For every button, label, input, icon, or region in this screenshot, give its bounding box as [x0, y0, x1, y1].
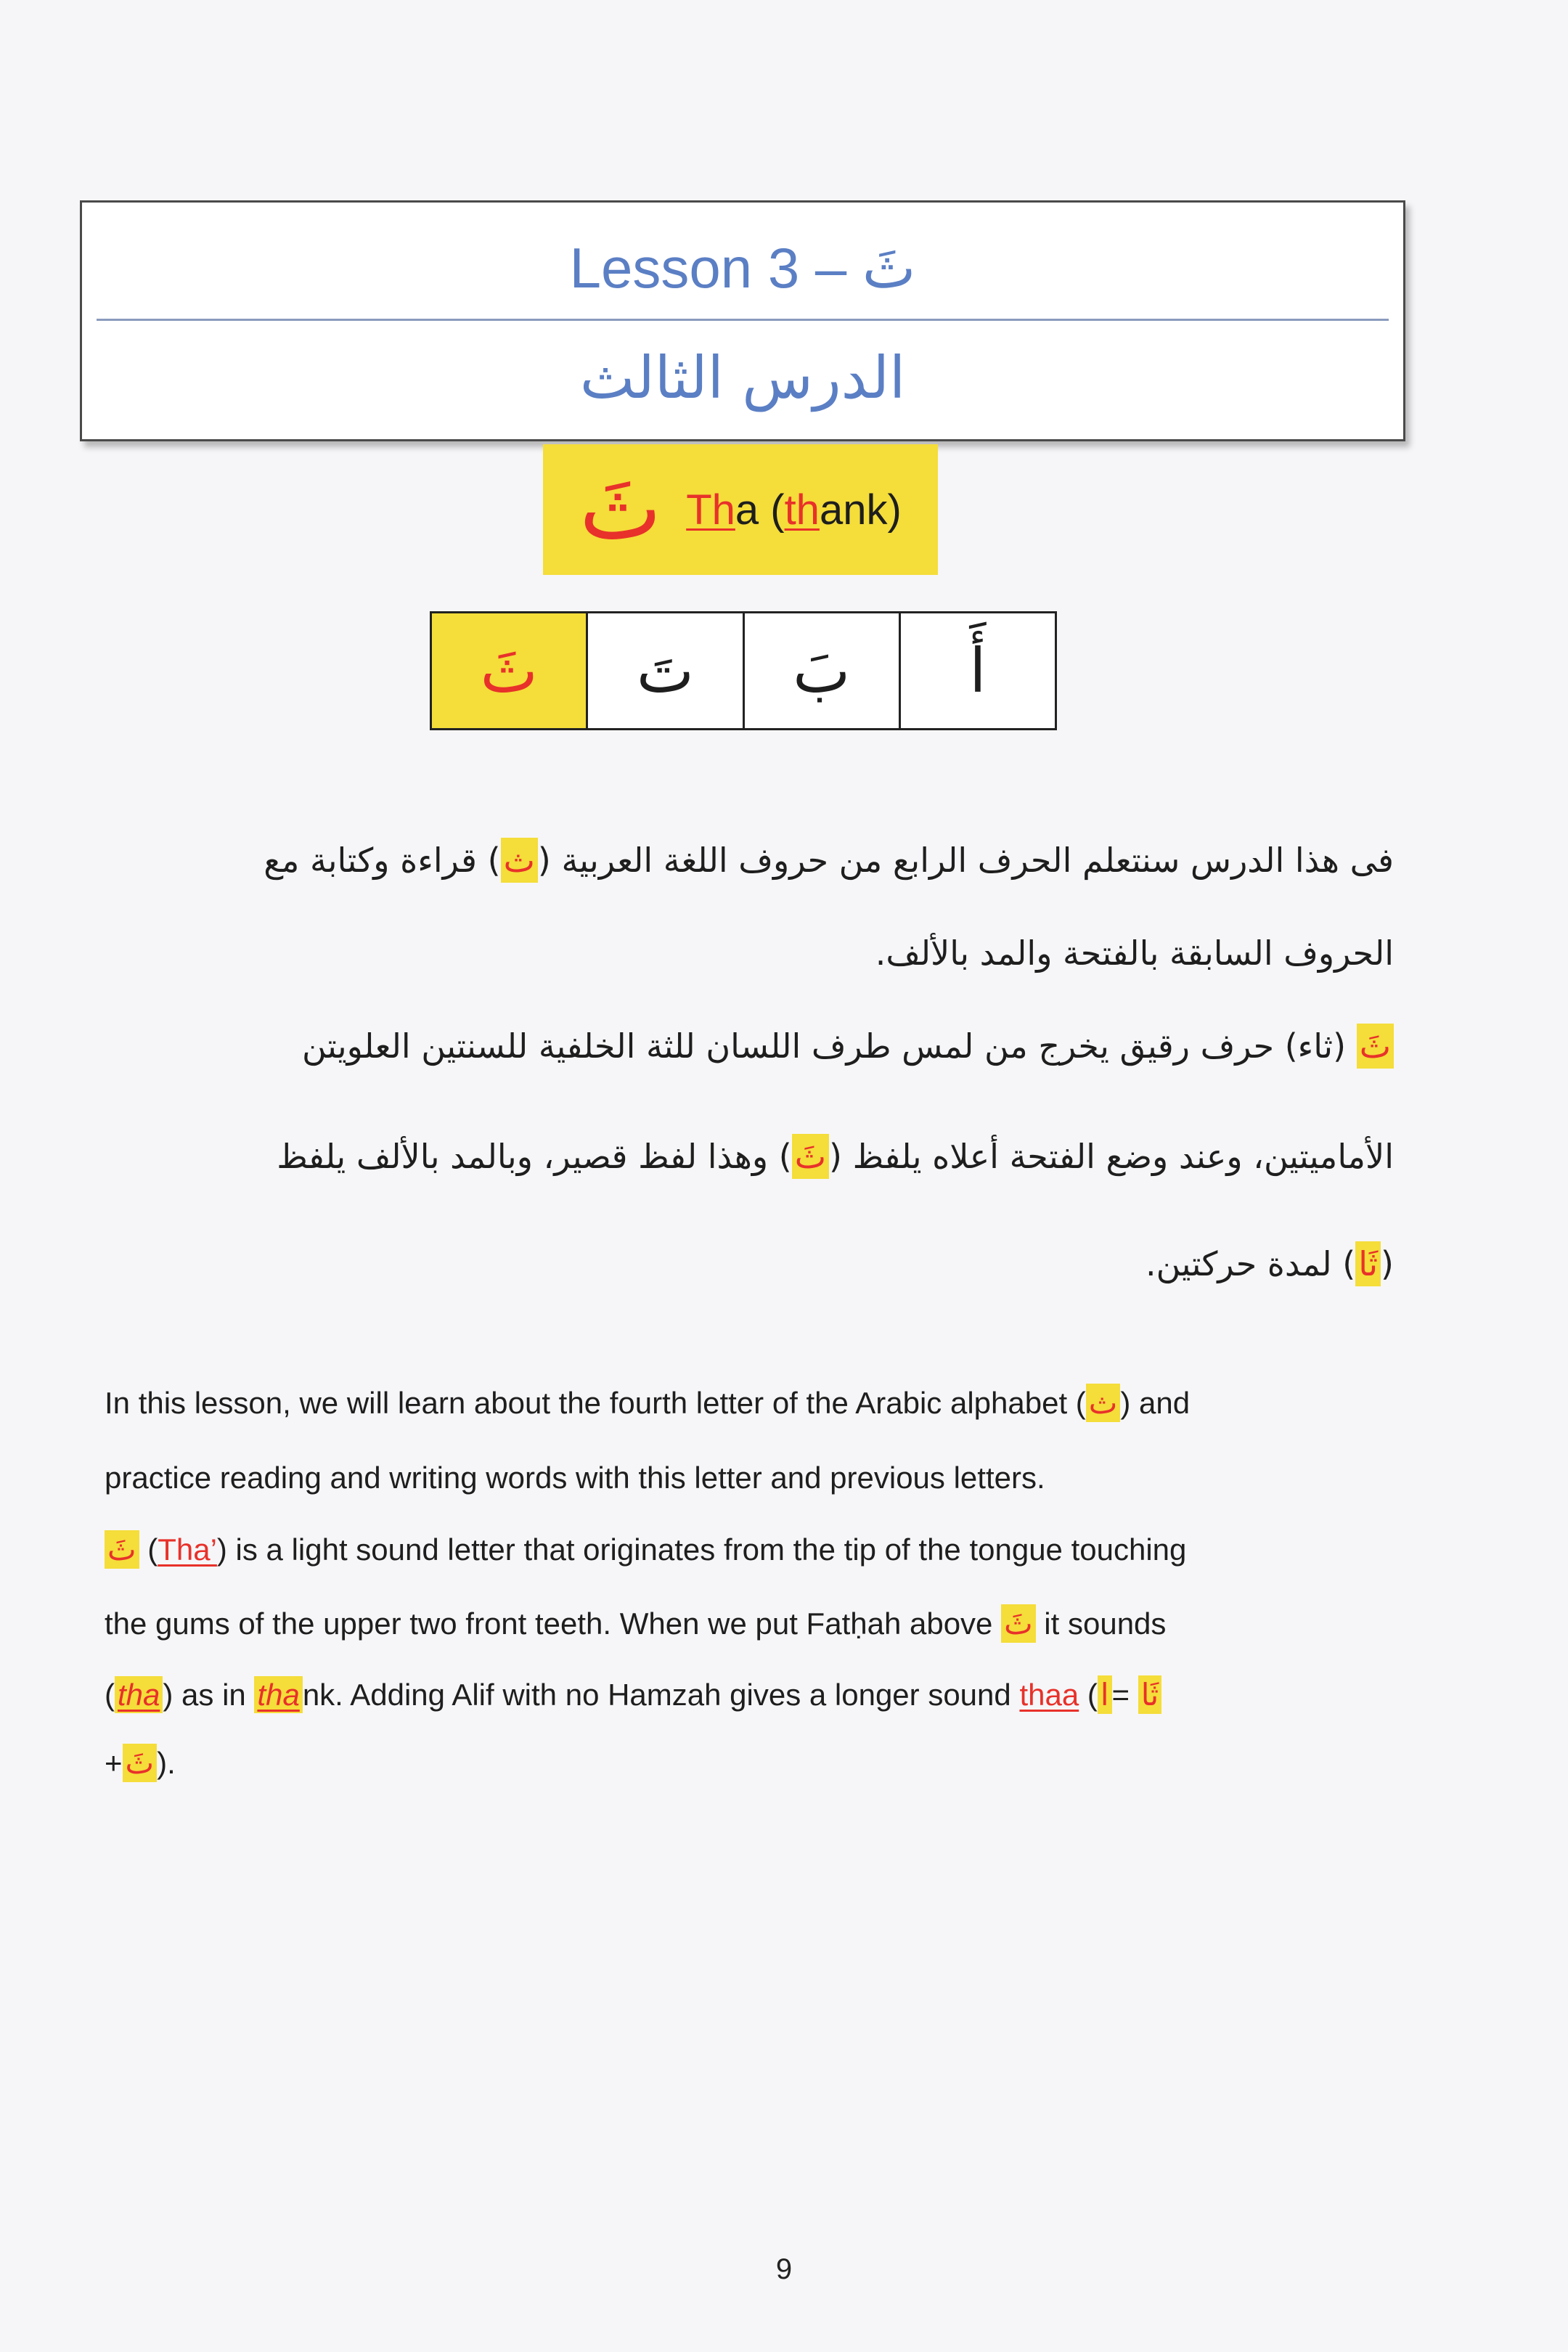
english-text: it sounds: [1035, 1606, 1167, 1641]
english-highlight-letter: ثَ: [105, 1530, 139, 1569]
english-text: nk. Adding Alif with no Hamzah gives a longer sound: [302, 1678, 1020, 1712]
arabic-line-2: الحروف السابقة بالفتحة والمد بالألف.: [875, 934, 1394, 973]
title-divider: [97, 319, 1389, 321]
arabic-line-1: [102, 841, 1394, 880]
arabic-text: الأماميتين، وعند وضع الفتحة أعلاه يلفظ (: [829, 1137, 1394, 1176]
arabic-line-5: [102, 1244, 1394, 1283]
letter-cell-alif: أَ: [899, 613, 1055, 728]
arabic-text: فى هذا الدرس سنتعلم الحرف الرابع من حروف اللغة العربية (: [537, 841, 1394, 880]
letter-cell-ba: بَ: [743, 613, 899, 728]
english-text: ).: [157, 1746, 176, 1780]
letters-table: [430, 611, 1057, 730]
arabic-highlight-letter: ثَ: [1357, 1024, 1394, 1069]
english-line-4: [105, 1606, 1411, 1641]
english-text: the gums of the upper two front teeth. When we put Fatḥah above: [105, 1606, 1002, 1641]
arabic-line-4: [102, 1137, 1394, 1176]
english-text: (: [105, 1678, 115, 1712]
banner-th-1: Th: [686, 486, 735, 534]
english-highlight-letter: ا: [1098, 1675, 1112, 1714]
letter-banner: [543, 444, 938, 575]
english-red-word: thaa: [1019, 1678, 1079, 1712]
lesson-title-english: Lesson 3 – ثَ: [569, 236, 916, 300]
lesson-title-arabic: الدرس الثالث: [579, 344, 906, 412]
english-line-3: [105, 1532, 1411, 1567]
arabic-text: (ثاء) حرف رقيق يخرج من لمس طرف اللسان للثة الخلفية للسنتين العلويتن: [301, 1026, 1357, 1066]
page-number: 9: [775, 2253, 793, 2285]
letter-cell-ta: تَ: [586, 613, 742, 728]
arabic-text: ) وهذا لفظ قصير، وبالمد بالألف يلفظ: [277, 1137, 792, 1176]
banner-letter: ثَ: [579, 459, 662, 560]
arabic-highlight-letter: ثَ: [792, 1134, 829, 1179]
banner-text-2: a (: [735, 486, 785, 534]
arabic-highlight-letter: ثَا: [1355, 1241, 1381, 1286]
arabic-text: ) لمدة حركتين.: [1146, 1244, 1356, 1283]
english-text: ) is a light sound letter that originates from the tip of the tongue touching: [216, 1532, 1187, 1567]
english-text: =: [1111, 1678, 1138, 1712]
english-text: (: [139, 1532, 158, 1567]
english-line-2: practice reading and writing words with this letter and previous letters.: [105, 1461, 1045, 1495]
letter-cell-tha: ثَ: [432, 613, 586, 728]
banner-pronunciation: [686, 486, 902, 534]
english-highlight-letter: ثَ: [123, 1744, 158, 1782]
english-highlight-letter: ث: [1086, 1384, 1121, 1422]
english-red-word: Tha’: [158, 1532, 217, 1567]
english-highlight-word: tha: [254, 1676, 302, 1713]
english-line-6: [105, 1745, 1411, 1781]
english-highlight-word: tha: [115, 1676, 163, 1713]
arabic-text: ) قراءة وكتابة مع: [264, 841, 501, 880]
english-text: (: [1079, 1678, 1098, 1712]
english-highlight-letter: ثَ: [1001, 1604, 1036, 1643]
arabic-line-3: [102, 1026, 1394, 1066]
english-text: In this lesson, we will learn about the fourth letter of the Arabic alphabet (: [105, 1386, 1086, 1420]
english-highlight-letter: ثَا: [1138, 1675, 1162, 1714]
banner-text-4: ank): [819, 486, 902, 534]
english-text: +: [105, 1746, 123, 1780]
arabic-text: (: [1381, 1244, 1394, 1283]
arabic-highlight-letter: ث: [501, 838, 538, 883]
english-line-5: [105, 1677, 1411, 1712]
lesson-title-box: [80, 200, 1405, 441]
english-line-1: [105, 1385, 1411, 1421]
english-text: ) as in: [163, 1678, 255, 1712]
english-text: ) and: [1120, 1386, 1191, 1420]
banner-th-2: th: [784, 486, 820, 534]
